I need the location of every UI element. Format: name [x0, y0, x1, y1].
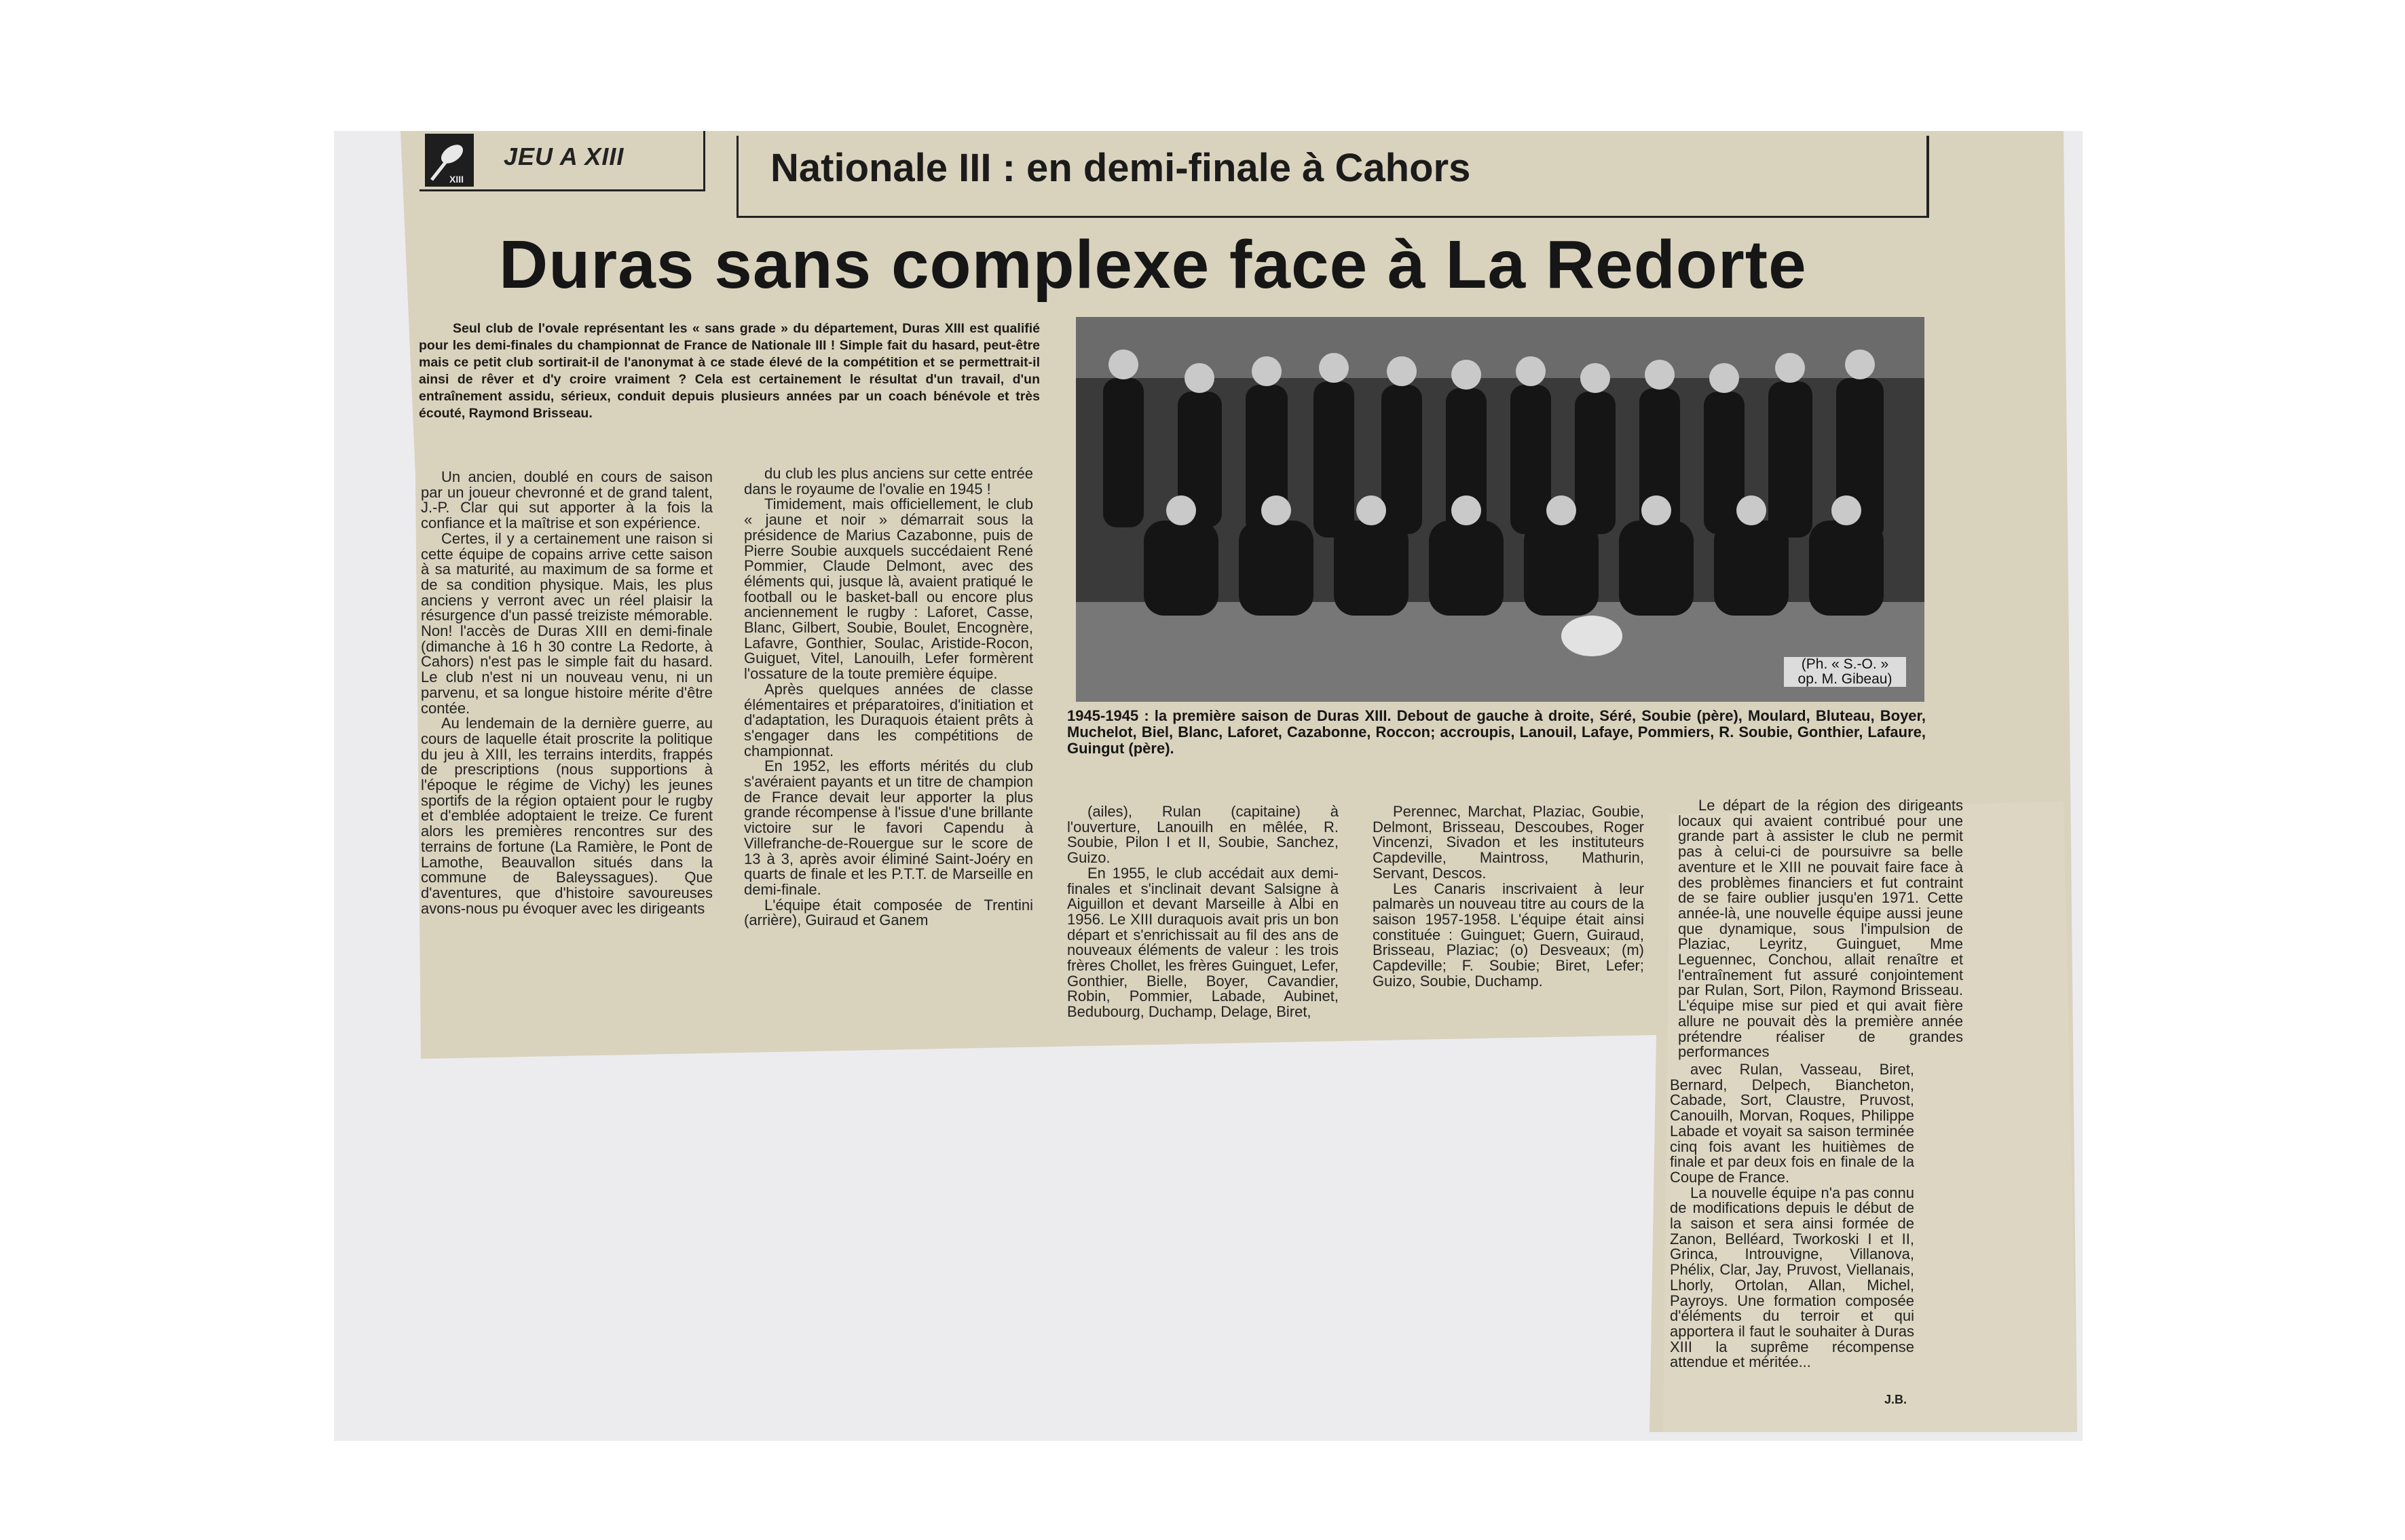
paragraph: avec Rulan, Vasseau, Biret, Bernard, Delpech, Biancheton, Cabade, Sort, Claustre, Pruvost, Canouilh, Morvan, Roques, Philippe Labade et voyait sa saison terminée cinq fois avant les huitièmes de finale et par deux fois en finale de la Coupe de France. — [1670, 1061, 1914, 1186]
section-label: JEU A XIII — [504, 143, 624, 170]
photo-credit-line: op. M. Gibeau) — [1797, 671, 1893, 687]
rugby-logo — [425, 134, 474, 187]
article-column-3 — [1067, 804, 1339, 1020]
article-column-4 — [1373, 804, 1644, 989]
paragraph: Le départ de la région des dirigeants locaux qui avaient contribué pour une grande part à assister le club ne permit pas à celui-ci de poursuivre sa belle aventure et le XIII ne pouvait faire face à des problèmes financiers et fut contraint de se faire oublier jusqu'en 1971. Cette année-là, une nouvelle équipe aussi jeune que dynamique, sous l'impulsion de Plaziac, Leyritz, Guinguet, Mme Leguennec, Conchou, allait renaître et l'entraînement fut assuré conjointement par Rulan, Sort, Pilon, Raymond Brisseau. L'équipe mise sur pied et qui avait fière allure ne pouvait dès la première année prétendre réaliser de grandes performances — [1678, 797, 1963, 1061]
paragraph: (ailes), Rulan (capitaine) à l'ouverture, Lanouilh en mêlée, R. Soubie, Pilon I et II, Soubie, Sanchez, Guizo. — [1067, 803, 1339, 867]
article-column-6 — [1670, 1062, 1914, 1370]
svg-text:XIII: XIII — [449, 174, 464, 185]
paragraph: Timidement, mais officiellement, le club « jaune et noir » démarrait sous la présidence de Marius Cazabonne, puis de Pierre Soubie auxquels succédaient René Pommier, Claude Delmont, avec des éléments qui, jusque là, avaient pratiqué le football ou le basket-ball ou encore plus anciennement le rugby : Laforet, Casse, Blanc, Gilbert, Soubie, Boulet, Encognère, Lafavre, Gonthier, Soulac, Aristide-Rocon, Guiguet, Vitel, Lanouilh, Lefer formèrent l'ossature de la toute première équipe. — [744, 495, 1033, 683]
kicker-title: Nationale III : en demi-finale à Cahors — [770, 146, 1471, 190]
author-signature: J.B. — [1884, 1393, 1907, 1406]
photo-credit-line: (Ph. « S.-O. » — [1801, 656, 1889, 672]
paragraph: Certes, il y a certainement une raison si cette équipe de copains arrive cette saison à sa maturité, au maximum de sa forme et de sa condition physique. Mais, les plus anciens y verront avec un réel plaisir la résurgence d'un passé treiziste mémorable. Non! l'accès de Duras XIII en demi-finale (dimanche à 16 h 30 contre La Redorte, à Cahors) n'est pas le simple fait du hasard. Le club n'est ni un nouveau venu, ni un parvenu, et sa longue histoire mérite d'être contée. — [421, 529, 713, 717]
paragraph: En 1955, le club accédait aux demi-finales et s'inclinait devant Salsigne à Aiguillon et devant Marseille à Albi en 1956. Le XIII duraquois avait pris un bon départ et s'enrichissait au fil des ans de nouveaux éléments de valeur : les trois frères Chollet, les frères Guinguet, Lefer, Gonthier, Bielle, Boyer, Cavandier, Robin, Pommier, Labade, Aubinet, Bedubourg, Duchamp, Delage, Biret, — [1067, 864, 1339, 1021]
paragraph: du club les plus anciens sur cette entrée dans le royaume de l'ovalie en 1945 ! — [744, 465, 1033, 497]
article-column-5 — [1678, 798, 1963, 1060]
paragraph: La nouvelle équipe n'a pas connu de modifications depuis le début de la saison et sera ainsi formée de Zanon, Belléard, Tworkoski I et II, Grinca, Introuvigne, Villanova, Phélix, Clar, Jay, Pruvost, Viellanais, Lhorly, Ortolan, Allan, Michel, Payroys. Une formation composée d'éléments du terroir et qui apportera il faut le souhaiter à Duras XIII la suprême récompense attendue et méritée... — [1670, 1184, 1914, 1371]
paragraph: Les Canaris inscrivaient à leur palmarès un nouveau titre au cours de la saison 1957-1958. L'équipe était ainsi constituée : Guinguet; Guern, Guiraud, Brisseau, Plaziac; (o) Desveaux; (m) Capdeville; F. Soubie; Biret, Lefer; Guizo, Soubie, Duchamp. — [1373, 880, 1644, 990]
paragraph: En 1952, les efforts mérités du club s'avéraient payants et un titre de champion de France devait leur apporter la plus grande récompense à l'issue d'une brillante victoire sur le favori Capendu à Villefranche-de-Rouergue sur le score de 13 à 3, après avoir éliminé Saint-Joéry en quarts de finale et les P.T.T. de Marseille en demi-finale. — [744, 757, 1033, 898]
article-column-1 — [421, 470, 713, 916]
headline: Duras sans complexe face à La Redorte — [499, 227, 1807, 303]
paragraph: Un ancien, doublé en cours de saison par un joueur chevronné et de grand talent, J.-P. Clar qui sut apporter à la fois la confiance et la maîtrise et son expérience. — [421, 468, 713, 532]
article-column-2 — [744, 466, 1033, 928]
photo-credit — [1784, 657, 1906, 687]
lead-paragraph: Seul club de l'ovale représentant les « sans grade » du département, Duras XIII est qualifié pour les demi-finales du championnat de France de Nationale III ! Simple fait du hasard, peut-être mais ce petit club sortirait-il de l'anonymat à ce stade élevé de la compétition et se permettrait-il ainsi de rêver et d'y croire vraiment ? Cela est certainement le résultat d'un travail, d'un entraînement assidu, sérieux, conduit depuis plusieurs années par un coach bénévole et très écouté, Raymond Brisseau. — [419, 321, 1040, 421]
paragraph: L'équipe était composée de Trentini (arrière), Guiraud et Ganem — [744, 896, 1033, 929]
paragraph: Après quelques années de classe élémentaires et préparatoires, d'initiation et d'adaptation, les Duraquois étaient prêts à s'engager dans les compétitions de championnat. — [744, 680, 1033, 759]
photo-caption: 1945-1945 : la première saison de Duras XIII. Debout de gauche à droite, Séré, Soubie (père), Moulard, Bluteau, Boyer, Muchelot, Biel, Blanc, Laforet, Cazabonne, Roccon; accroupis, Lanouil, Lafaye, Pommiers, R. Soubie, Gonthier, Lafaure, Guingut (père). — [1067, 707, 1926, 757]
paragraph: Perennec, Marchat, Plaziac, Goubie, Delmont, Brisseau, Descoubes, Roger Vincenzi, Sivadon et les instituteurs Capdeville, Maintross, Mathurin, Servant, Descos. — [1373, 803, 1644, 882]
paragraph: Au lendemain de la dernière guerre, au cours de laquelle était proscrite la politique du jeu à XIII, les terrains interdits, frappés de prescriptions (nous supportions à l'époque le régime de Vichy) les jeunes sportifs de la région optaient pour le rugby et d'emblée adoptaient le treize. Ce furent alors les premières rencontres sur des terrains de fortune (La Ramière, le Pont de Lamothe, Beauvallon situés dans la commune de Baleyssagues). Que d'aventures, que d'histoire savoureuses avons-nous pu évoquer avec les dirigeants — [421, 715, 713, 917]
team-photo — [1076, 317, 1924, 702]
